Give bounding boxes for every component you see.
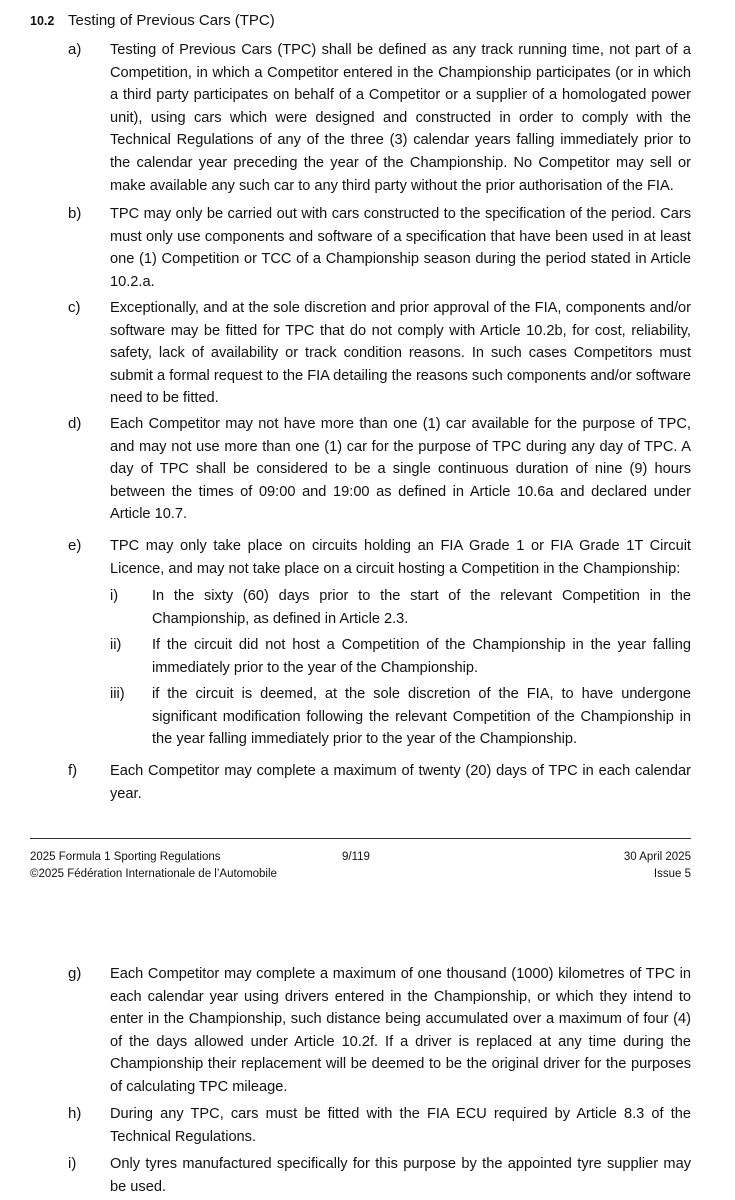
item-label: e) [68,537,82,554]
subitem-text: In the sixty (60) days prior to the start of the relevant Competition in the Championship, as defined in Article 2.3. [152,588,691,627]
subitem-label: i) [110,588,119,604]
item-text: Each Competitor may complete a maximum of one thousand (1000) kilometres of TPC in each calendar year using drivers entered in the Championship, or which they intend to enter in the Championship, such distance being accumulated over a maximum of four (4) of the days allowed under Article 10.2f. If a driver is replaced at any time during the Championship their replacement will be deemed to be the original driver for the purposes of calculating TPC mileage. [110,966,691,1095]
footer-copyright: ©2025 Fédération Internationale de l’Automobile [30,868,277,880]
subitem-label: ii) [110,637,122,653]
item-text: Exceptionally, and at the sole discretion and prior approval of the FIA, components and/or software may be fitted for TPC that do not comply with Article 10.2b, for cost, reliability, safety, lack of availability or track condition reasons. In such cases Competitors must submit a formal request to the FIA detailing the reasons such components and/or software need to be fitted. [110,300,691,407]
footer-title: 2025 Formula 1 Sporting Regulations [30,851,221,863]
item-label: c) [68,299,81,316]
item-text: During any TPC, cars must be fitted with the FIA ECU required by Article 8.3 of the Technical Regulations. [110,1106,691,1145]
item-label: g) [68,965,82,982]
item-label: b) [68,205,82,222]
item-text: Testing of Previous Cars (TPC) shall be defined as any track running time, not part of a Competition, in which a Competitor entered in the Championship participates (or in which a third party participates on behalf of a Competitor or a supplier of a homologated power unit), using cars which were designed and constructed in order to comply with the Technical Regulations of any of the three (3) calendar years falling immediately prior to the calendar year preceding the year of the Championship. No Competitor may sell or make available any such car to any third party without the prior authorisation of the FIA. [110,42,691,194]
item-label: f) [68,762,78,779]
item-text: Each Competitor may complete a maximum of twenty (20) days of TPC in each calendar year. [110,763,691,802]
footer-page-number: 9/119 [342,851,370,863]
item-label: a) [68,41,82,58]
subitem-label: iii) [110,686,125,702]
footer-divider [30,838,691,839]
section-number: 10.2 [30,14,55,28]
section-title: Testing of Previous Cars (TPC) [68,12,275,29]
item-label: i) [68,1155,77,1172]
item-label: h) [68,1105,82,1122]
subitem-text: If the circuit did not host a Competition of the Championship in the year falling immediately prior to the year of the Championship. [152,637,691,676]
item-text: Each Competitor may not have more than one (1) car available for the purpose of TPC, and may not use more than one (1) car for the purpose of TPC during any day of TPC. A day of TPC shall be considered to be a single continuous duration of nine (9) hours between the times of 09:00 and 19:00 as defined in Article 10.6a and declared under Article 10.7. [110,416,691,523]
subitem-text: if the circuit is deemed, at the sole discretion of the FIA, to have undergone significant modification following the relevant Competition of the Championship in the year falling immediately prior to the year of the Championship. [152,686,691,748]
item-label: d) [68,415,82,432]
item-text: TPC may only take place on circuits holding an FIA Grade 1 or FIA Grade 1T Circuit Licence, and may not take place on a circuit hosting a Competition in the Championship: [110,538,691,577]
footer-date: 30 April 2025 [623,851,691,863]
footer-issue: Issue 5 [653,868,691,880]
section-header [30,10,275,32]
item-text: TPC may only be carried out with cars constructed to the specification of the period. Cars must only use components and software of a specification that have been used in at least one (1) Competition or TCC of a Championship season during the period stated in Article 10.2.a. [110,206,691,290]
item-text: Only tyres manufactured specifically for this purpose by the appointed tyre supplier may be used. [110,1156,691,1195]
